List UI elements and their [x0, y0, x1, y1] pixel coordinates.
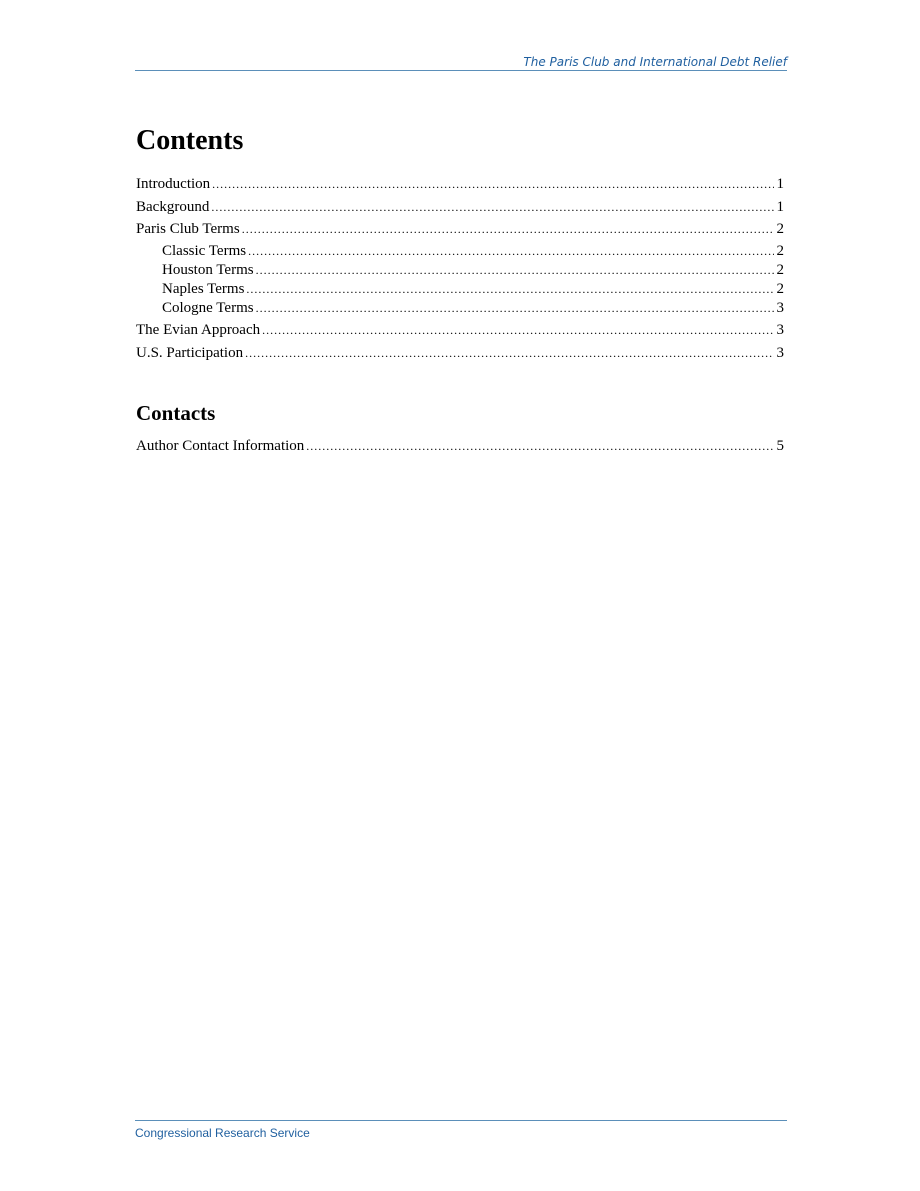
page-footer [135, 1120, 787, 1142]
running-title: The Paris Club and International Debt Relief [523, 55, 787, 69]
toc-entry-page: 1 [776, 199, 784, 215]
toc-leader-dots [256, 261, 774, 279]
page-header [135, 54, 787, 71]
toc-entry-label: Introduction [136, 176, 211, 192]
footer-text: Congressional Research Service [135, 1126, 310, 1140]
toc-entry-label: Paris Club Terms [136, 221, 240, 237]
toc-entry-page: 3 [776, 322, 784, 338]
toc-leader-dots [212, 175, 773, 193]
toc-leader-dots [248, 242, 773, 260]
toc-entry-label: Background [136, 199, 210, 215]
toc-entry-label: Houston Terms [162, 262, 254, 278]
toc-entry-label: Classic Terms [162, 243, 247, 259]
toc-entry-label: U.S. Participation [136, 345, 244, 361]
toc-leader-dots [306, 437, 773, 455]
toc-entry-naples-terms[interactable] [136, 280, 784, 298]
toc-leader-dots [211, 198, 773, 216]
toc-leader-dots [246, 280, 773, 298]
toc-leader-dots [262, 321, 773, 339]
toc-entry-page: 3 [776, 345, 784, 361]
toc-entry-classic-terms[interactable] [136, 242, 784, 260]
contacts-heading: Contacts [136, 401, 216, 425]
toc-entry-us-participation[interactable] [136, 344, 784, 362]
toc-entry-introduction[interactable] [136, 175, 784, 193]
toc-entry-evian-approach[interactable] [136, 321, 784, 339]
toc-entry-page: 2 [776, 243, 784, 259]
toc-leader-dots [256, 299, 774, 317]
toc-entry-page: 2 [776, 221, 784, 237]
toc-entry-page: 2 [776, 281, 784, 297]
toc-entry-page: 5 [776, 438, 784, 454]
toc-entry-label: Naples Terms [162, 281, 245, 297]
toc-entry-houston-terms[interactable] [136, 261, 784, 279]
table-of-contents [136, 174, 784, 362]
toc-entry-label: Author Contact Information [136, 438, 305, 454]
toc-leader-dots [245, 344, 773, 362]
toc-entry-label: Cologne Terms [162, 300, 254, 316]
toc-entry-page: 2 [776, 262, 784, 278]
toc-entry-paris-club-terms[interactable] [136, 220, 784, 238]
toc-entry-page: 1 [776, 176, 784, 192]
contacts-list [136, 437, 784, 455]
toc-entry-label: The Evian Approach [136, 322, 261, 338]
toc-entry-author-contact-information[interactable] [136, 437, 784, 455]
contents-heading: Contents [136, 125, 244, 156]
toc-entry-background[interactable] [136, 198, 784, 216]
toc-entry-cologne-terms[interactable] [136, 299, 784, 317]
toc-leader-dots [242, 220, 774, 238]
toc-entry-page: 3 [776, 300, 784, 316]
